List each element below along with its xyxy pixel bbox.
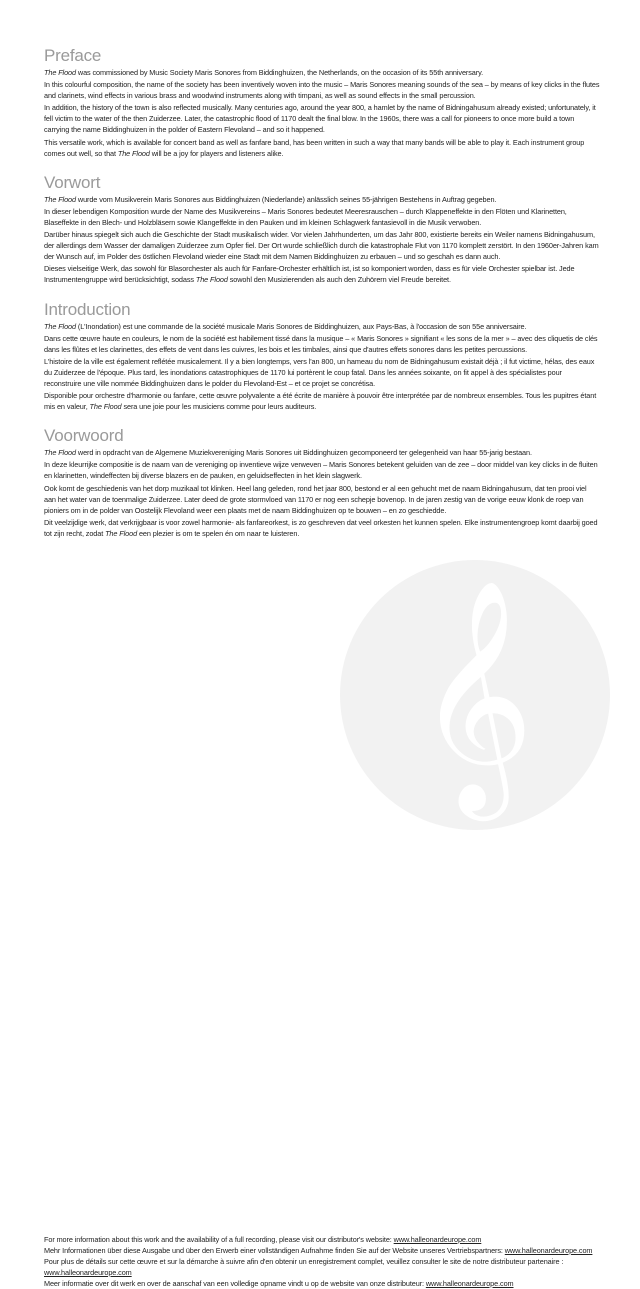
paragraph: Dit veelzijdige werk, dat verkrijgbaar is voor zowel harmonie- als fanfareorkest, is zo geschreven dat veel orkesten het kunnen spelen. Elke instrumentengroep komt daarbij goed tot zijn recht, zodat The Flood een plezier is om te spelen én om naar te luisteren. (44, 517, 598, 538)
paragraph: L'histoire de la ville est également reflétée musicalement. Il y a bien longtemps, vers l'an 800, un hameau du nom de Bidningahusum existait déjà ; il fut victime, hélas, des eaux du Zuiderzee de l'époque. Plus tard, les inondations catastrophiques de 1170 lui portèrent le coup fatal. Dans les années soixante, on fit appel à des spécialistes pour reconstruire une ville nommée Biddinghuizen dans le polder du Flevoland-Est – et ce projet se concrétisa. (44, 356, 595, 388)
paragraph: Ook komt de geschiedenis van het dorp muzikaal tot klinken. Heel lang geleden, rond het jaar 800, bestond er al een gehucht met de naam Bidningahusum, dat ten prooi viel aan het water van de toenmalige Zuiderzee. Later deed de grote stormvloed van 1170 er nog een schepje bovenop. In de jaren zestig van de vorige eeuw klonk de roep van pioniers om in de polder van Oostelijk Flevoland weer een plaats met de naam Biddinghuizen op te bouwen – en zo geschiedde. (44, 483, 587, 515)
paragraph: The Flood werd in opdracht van de Algemene Muziekvereniging Maris Sonores uit Biddinghuizen gecomponeerd ter gelegenheid van haar 55-jarig bestaan. (44, 448, 532, 458)
section-heading-preface: Preface (44, 46, 102, 65)
footer-line-nl: Meer informatie over dit werk en over de aanschaf van een volledige opname vindt u op de website van onze distributeur: www.halleonardeurope.com (44, 1279, 514, 1288)
watermark-logo (340, 560, 610, 830)
distributor-link[interactable]: www.halleonardeurope.com (393, 1235, 482, 1244)
work-title: The Flood (195, 275, 228, 285)
work-title: The Flood (89, 402, 122, 412)
paragraph: The Flood (L'Inondation) est une commande de la société musicale Maris Sonores de Biddinghuizen, aux Pays-Bas, à l'occasion de son 55e anniversaire. (44, 321, 527, 331)
paragraph: In addition, the history of the town is also reflected musically. Many centuries ago, around the year 800, a hamlet by the name of Bidningahusum already existed; unfortunately, it fell victim to the water of the then Zuiderzee. Later, the catastrophic flood of 1170 dealt the final blow. In the 1960s, there was a call for pioneers to once more build a town carrying the name Biddinghuizen in the polder of Eastern Flevoland – and so it happened. (44, 103, 596, 135)
distributor-link[interactable]: www.halleonardeurope.com (44, 1268, 132, 1277)
section-heading-vorwort: Vorwort (44, 172, 101, 192)
paragraph: In dieser lebendigen Komposition wurde der Name des Musikvereins – Maris Sonores bedeutet Meeresrauschen – durch Klappeneffekte in den Flöten und Klarinetten, Blaseffekte in den Blech- und Holzbläsern sowie Klangeffekte in den Pauken und im kleinen Schlagwerk fantasievoll in die Musik verwoben. (44, 206, 567, 227)
paragraph: Dans cette œuvre haute en couleurs, le nom de la société est habilement tissé dans la musique – « Maris Sonores » signifiant « les sons de la mer » – avec des cliquetis de clés dans les flûtes et les clarinettes, des effets de vent dans les cuivres, les bois et les timbales, ainsi que d'autres effets sonores dans les petites percussions. (44, 333, 598, 354)
section-preface (44, 46, 600, 159)
treble-clef-icon: 𝄞 (415, 578, 535, 811)
paragraph: Disponible pour orchestre d'harmonie ou fanfare, cette œuvre polyvalente a été écrite de manière à pouvoir être interprétée par de nombreux ensembles. Tous les pupitres étant mis en valeur, The Flood sera une joie pour les musiciens comme pour leurs auditeurs. (44, 391, 597, 412)
footer-line-de: Mehr Informationen über diese Ausgabe und über den Erwerb einer vollständigen Aufnahme finden Sie auf der Website unseres Vertriebspartners: www.halleonardeurope.com (44, 1246, 593, 1255)
distributor-info (44, 1234, 600, 1289)
section-heading-introduction: Introduction (44, 299, 131, 319)
footer-line-en: For more information about this work and the availability of a full recording, please visit our distributor's website: www.halleonardeurope.com (44, 1235, 482, 1244)
distributor-link[interactable]: www.halleonardeurope.com (504, 1246, 593, 1255)
section-voorwoord (44, 426, 600, 539)
section-vorwort (44, 173, 600, 286)
work-title: The Flood (117, 148, 150, 158)
paragraph: The Flood wurde vom Musikverein Maris Sonores aus Biddinghuizen (Niederlande) anlässlich seines 55-jährigen Bestehens in Auftrag gegeben. (44, 194, 497, 204)
section-introduction (44, 300, 600, 413)
work-title: The Flood (44, 68, 76, 77)
work-title: The Flood (105, 528, 138, 538)
work-title: The Flood (44, 448, 76, 458)
work-title: The Flood (44, 321, 76, 331)
document-page (44, 46, 600, 539)
paragraph: The Flood was commissioned by Music Society Maris Sonores from Biddinghuizen, the Netherlands, on the occasion of its 55th anniversary. (44, 68, 484, 77)
section-heading-voorwoord: Voorwoord (44, 426, 124, 446)
work-title: The Flood (44, 194, 76, 204)
paragraph: Dieses vielseitige Werk, das sowohl für Blasorchester als auch für Fanfare-Orchester erhältlich ist, ist so komponiert worden, dass es für viele Orchester spielbar ist. Jede Instrumentengruppe wird berücksichtigt, sodass The Flood sowohl den Musizierenden als auch den Zuhörern viel Freude bereitet. (44, 264, 575, 285)
distributor-link[interactable]: www.halleonardeurope.com (425, 1279, 514, 1288)
paragraph: In deze kleurrijke compositie is de naam van de vereniging op inventieve wijze verweven – Maris Sonores betekent geluiden van de zee – door middel van key clicks in de fluiten en klarinetten, windeffecten bij diverse blazers en de pauken, en geluidseffecten in het klein slagwerk. (44, 460, 598, 481)
paragraph: In this colourful composition, the name of the society has been inventively woven into the music – Maris Sonores meaning sounds of the sea – by means of key clicks in the flutes and clarinets, wind effects in various brass and woodwind instruments along with timpani, as well as sound effects in the small percussion. (44, 80, 600, 101)
footer-line-fr: Pour plus de détails sur cette œuvre et sur la démarche à suivre afin d'en obtenir un enregistrement complet, veuillez consulter le site de notre distributeur partenaire : www.halleonardeurope.com (44, 1257, 564, 1277)
paragraph: This versatile work, which is available for concert band as well as fanfare band, has been written in such a way that many bands will be able to play it. Each instrument group comes out well, so that The Flood will be a joy for players and listeners alike. (44, 137, 585, 158)
paragraph: Darüber hinaus spiegelt sich auch die Geschichte der Stadt musikalisch wider. Vor vielen Jahrhunderten, um das Jahr 800, existierte bereits ein Weiler namens Bidningahusum, der allerdings dem Wasser der damaligen Zuiderzee zum Opfer fiel. Der Ort wurde schließlich durch die katastrophale Flut von 1170 komplett zerstört. In den 1960er-Jahren kam der Wunsch auf, im Polder des östlichen Flevoland wieder eine Stadt mit dem Namen Biddinghuizen zu erbauen – und so geschah es dann auch. (44, 230, 599, 262)
